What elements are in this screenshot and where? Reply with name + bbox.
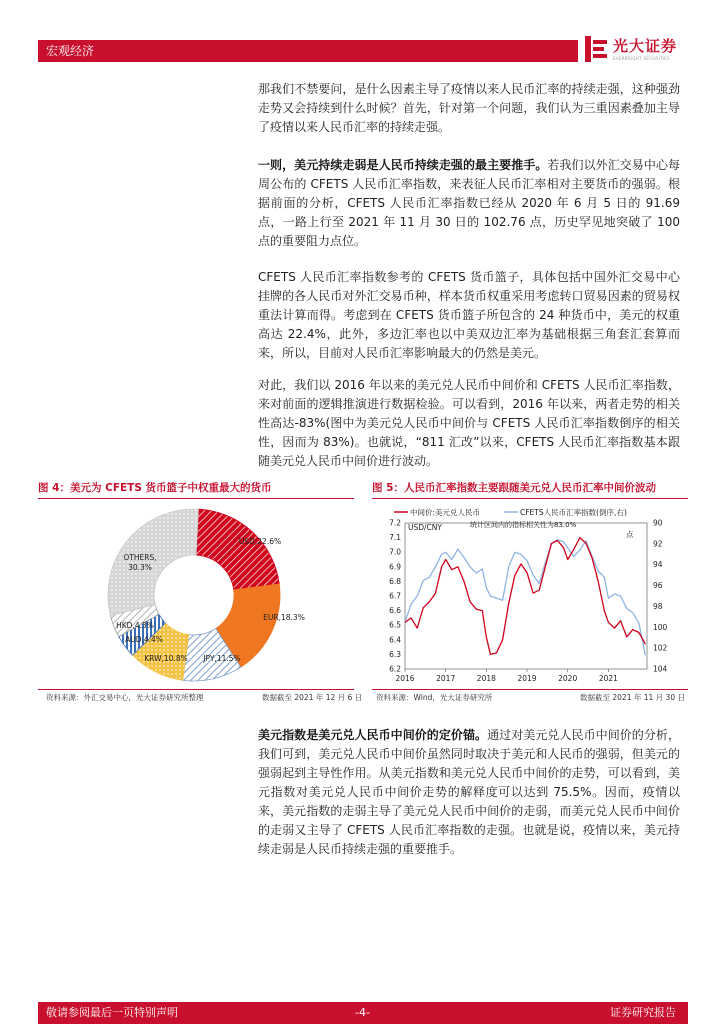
figure4-source-rule bbox=[38, 689, 354, 690]
y-left-tick: 6.7 bbox=[389, 591, 401, 601]
header-bar bbox=[38, 40, 578, 62]
figure4-rule bbox=[38, 498, 354, 499]
brand-mark-icon bbox=[585, 36, 607, 62]
figure4-date: 数据截至 2021 年 12 月 6 日 bbox=[262, 693, 363, 702]
legend-label-mid-rate: 中间价:美元兑人民币 bbox=[410, 508, 481, 517]
paragraph-3: CFETS 人民币汇率指数参考的 CFETS 货币篮子，具体包括中国外汇交易中心挂牌的各人民币对外汇交易币种，样本货币权重采用考虑转口贸易因素的贸易权重法计算而得。考虑到在 CFETS 货币篮子所包含的 24 种货币中，美元的权重高达 22.4%，此外，多边汇率也以中美双边汇率为基础根据三角套汇套算而来，所以，目前对人民币汇率影响最大的仍然是美元。 bbox=[258, 270, 680, 360]
paragraph-5 bbox=[258, 726, 680, 859]
paragraph-2-lead: 一则，美元持续走弱是人民币持续走强的最主要推手。 bbox=[258, 158, 548, 172]
y-right-tick: 96 bbox=[653, 581, 663, 591]
figure4-title: 图 4：美元为 CFETS 货币篮子中权重最大的货币 bbox=[38, 482, 272, 494]
y-left-tick: 6.9 bbox=[389, 562, 401, 572]
y-right-tick: 90 bbox=[653, 518, 663, 528]
x-tick-label: 2016 bbox=[395, 674, 415, 683]
legend-label-cfets: CFETS人民币汇率指数(倒序,右) bbox=[520, 508, 627, 517]
pie-label-jpy: JPY,11.5% bbox=[203, 654, 241, 663]
brand-subtitle: EVERBRIGHT SECURITIES bbox=[613, 56, 670, 61]
paragraph-5-lead: 美元指数是美元兑人民币中间价的定价锚。 bbox=[258, 728, 488, 742]
x-tick-label: 2019 bbox=[517, 674, 537, 683]
y-left-tick: 6.5 bbox=[389, 620, 401, 630]
figure5-title: 图 5：人民币汇率指数主要跟随美元兑人民币汇率中间价波动 bbox=[372, 482, 656, 494]
brand-logo bbox=[585, 34, 695, 66]
y-right-tick: 92 bbox=[653, 539, 663, 549]
left-axis-unit: USD/CNY bbox=[408, 523, 442, 532]
x-tick-label: 2017 bbox=[436, 674, 456, 683]
footer-disclaimer[interactable]: 敬请参阅最后一页特别声明 bbox=[46, 1006, 178, 1019]
y-left-tick: 6.6 bbox=[389, 606, 401, 616]
pie-label-krw: KRW,10.8% bbox=[144, 654, 188, 663]
pie-label-others: OTHERS, 30.3% bbox=[123, 553, 157, 572]
y-left-tick: 7.0 bbox=[389, 547, 401, 557]
y-right-tick: 104 bbox=[653, 664, 668, 674]
paragraph-2 bbox=[258, 156, 680, 251]
figure5-date: 数据截至 2021 年 11 月 30 日 bbox=[580, 693, 685, 702]
pie-chart bbox=[38, 500, 354, 686]
figure5-rule bbox=[372, 498, 688, 499]
pie-slice-usd bbox=[196, 509, 282, 590]
right-axis-unit: 点 bbox=[626, 530, 634, 539]
x-tick-label: 2021 bbox=[598, 674, 618, 683]
pie-label-eur: EUR,18.3% bbox=[263, 613, 305, 622]
y-left-tick: 6.3 bbox=[389, 649, 401, 659]
pie-slice-others bbox=[108, 509, 199, 615]
series-line-cfets-index bbox=[405, 540, 645, 656]
y-right-tick: 100 bbox=[653, 622, 668, 632]
x-tick-label: 2020 bbox=[558, 674, 578, 683]
y-left-tick: 6.2 bbox=[389, 664, 401, 674]
y-left-tick: 6.4 bbox=[389, 635, 401, 645]
figure4-source: 资料来源：外汇交易中心，光大证券研究所整理 bbox=[46, 693, 204, 702]
y-left-tick: 7.1 bbox=[389, 533, 401, 543]
paragraph-2-text: 若我们以外汇交易中心每周公布的 CFETS 人民币汇率指数，来表征人民币汇率相对主要货币的强弱。根据前面的分析，CFETS 人民币汇率指数已经从 2020 年 6 月 5 日的 91.69 点，一路上行至 2021 年 11 月 30 日的 102.76 点，历史罕见地突破了 100 点的重要阻力点位。 bbox=[258, 158, 680, 248]
footer-report-type: 证券研究报告 bbox=[610, 1006, 676, 1019]
page-number: -4- bbox=[355, 1006, 370, 1019]
pie-label-usd: USD,22.6% bbox=[238, 537, 282, 546]
pie-label-hkd: HKD,4.3% bbox=[116, 621, 154, 630]
correlation-annotation: 统计区间内的指标相关性为83.0% bbox=[470, 521, 577, 529]
paragraph-1: 那我们不禁要问，是什么因素主导了疫情以来人民币汇率的持续走强，这种强劲走势又会持续到什么时候？首先，针对第一个问题，我们认为三重因素叠加主导了疫情以来人民币汇率的持续走强。 bbox=[258, 82, 680, 134]
figure5-source-rule bbox=[372, 689, 688, 690]
y-left-tick: 6.8 bbox=[389, 576, 401, 586]
pie-label-aud: AUD,4.4% bbox=[125, 635, 163, 644]
y-right-tick: 98 bbox=[653, 601, 663, 611]
line-chart bbox=[372, 500, 688, 686]
figure5-source: 资料来源：Wind，光大证券研究所 bbox=[376, 693, 493, 702]
brand-name: 光大证券 bbox=[613, 37, 678, 55]
y-right-tick: 102 bbox=[653, 643, 668, 653]
paragraph-5-text: 通过对美元兑人民币中间价的分析，我们可到，美元兑人民币中间价虽然同时取决于美元和人民币的强弱，但美元的强弱起到主导性作用。从美元指数和美元兑人民币中间价的走势，可以看到，美元指数对美元兑人民币中间价走势的解释度可以达到 75.5%。因而，疫情以来，美元指数的走弱主导了美元兑人民币中间价的走弱，而美元兑人民币中间价的走弱又主导了 CFETS 人民币汇率指数的走强。也就是说，疫情以来，美元持续走弱是人民币持续走强的重要推手。 bbox=[258, 728, 680, 856]
paragraph-4: 对此，我们以 2016 年以来的美元兑人民币中间价和 CFETS 人民币汇率指数，来对前面的逻辑推演进行数据检验。可以看到，2016 年以来，两者走势的相关性高达-83%(图中为美元兑人民币中间价与 CFETS 人民币汇率指数倒序的相关性，因而为 83%)。也就说，“811 汇改”以来，CFETS 人民币汇率指数基本跟随美元兑人民币中间价进行波动。 bbox=[258, 378, 680, 468]
y-right-tick: 94 bbox=[653, 560, 663, 570]
section-label: 宏观经济 bbox=[46, 44, 95, 58]
y-left-tick: 7.2 bbox=[389, 518, 401, 528]
x-tick-label: 2018 bbox=[476, 674, 496, 683]
